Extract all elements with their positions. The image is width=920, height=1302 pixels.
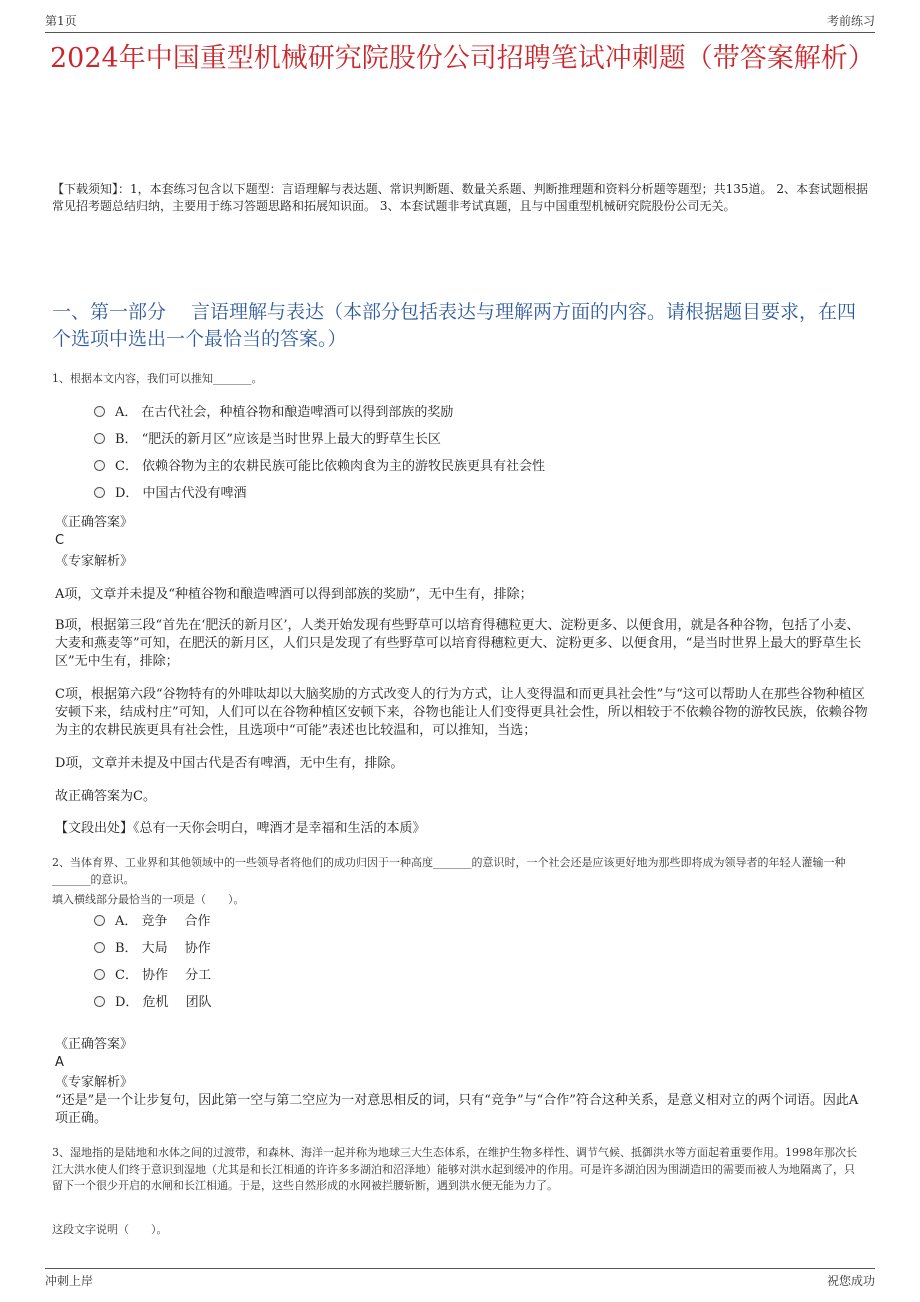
radio-icon[interactable] xyxy=(94,406,105,417)
option-d[interactable] xyxy=(94,485,246,503)
option-c[interactable] xyxy=(94,967,211,985)
radio-icon[interactable] xyxy=(94,942,105,953)
answer-label: 《正确答案》 xyxy=(55,515,134,530)
option-d[interactable] xyxy=(94,994,212,1012)
option-a[interactable] xyxy=(94,913,211,931)
option-c[interactable] xyxy=(94,458,545,476)
option-letter: A． xyxy=(115,405,138,420)
option-text: 危机 团队 xyxy=(142,995,212,1010)
option-letter: B． xyxy=(115,432,138,447)
header-divider xyxy=(45,32,875,33)
option-text: 在古代社会，种植谷物和酿造啤酒可以得到部族的奖励 xyxy=(141,405,454,420)
option-text: 竞争 合作 xyxy=(141,914,211,929)
option-letter: A． xyxy=(115,914,138,929)
option-text: “肥沃的新月区”应该是当时世界上最大的野草生长区 xyxy=(141,432,441,447)
option-letter: D． xyxy=(115,486,139,501)
option-b[interactable] xyxy=(94,431,441,449)
option-b[interactable] xyxy=(94,940,211,958)
question-stem: 3、湿地指的是陆地和水体之间的过渡带，和森林、海洋一起并称为地球三大生态体系，在维护生物多样性、调节气候、抵御洪水等方面起着重要作用。1998年那次长江大洪水使人们终于意识到湿地（尤其是和长江相通的许许多多湖泊和沼泽地）能够对洪水起到缓冲的作用。可是许多湖泊因为围湖造田的需要而被人为地隔离了，只留下一个很少开启的水闸和长江相通。于是，这些自然形成的水网被拦腰斩断，遇到洪水便无能为力了。 xyxy=(52,1146,857,1192)
download-notice: 【下载须知】：1，本套练习包含以下题型：言语理解与表达题、常识判断题、数量关系题、判断推理题和资料分析题等题型；共135道。 2、本套试题根据常见招考题总结归纳，主要用于练习答题思路和拓展知识面。 3、本套试题非考试真题，且与中国重型机械研究院股份公司无关。 xyxy=(52,182,868,213)
correct-answer: C xyxy=(55,533,65,548)
option-letter: C． xyxy=(115,968,138,983)
section-heading: 一、第一部分 言语理解与表达（本部分包括表达与理解两方面的内容。请根据题目要求，在四个选项中选出一个最恰当的答案。） xyxy=(52,301,857,350)
option-text: 依赖谷物为主的农耕民族可能比依赖肉食为主的游牧民族更具有社会性 xyxy=(141,459,545,474)
analysis-paragraph: D项，文章并未提及中国古代是否有啤酒，无中生有，排除。 xyxy=(55,756,404,771)
option-text: 协作 分工 xyxy=(141,968,212,983)
answer-label: 《正确答案》 xyxy=(55,1037,134,1052)
option-letter: D． xyxy=(115,995,139,1010)
option-text: 大局 协作 xyxy=(141,941,211,956)
question-prompt: 这段文字说明（ ）。 xyxy=(52,1223,168,1236)
header-label: 考前练习 xyxy=(826,14,875,28)
question-prompt: 填入横线部分最恰当的一项是（ ）。 xyxy=(52,893,245,906)
option-letter: C． xyxy=(115,459,138,474)
analysis-paragraph: “还是”是一个让步复句，因此第一空与第二空应为一对意思相反的词，只有“竞争”与“合作”符合这种关系，是意义相对立的两个词语。因此A项正确。 xyxy=(55,1093,859,1126)
page-header xyxy=(45,12,875,32)
radio-icon[interactable] xyxy=(94,433,105,444)
radio-icon[interactable] xyxy=(94,915,105,926)
correct-answer: A xyxy=(55,1055,64,1070)
radio-icon[interactable] xyxy=(94,487,105,498)
document-title: 2024年中国重型机械研究院股份公司招聘笔试冲刺题（带答案解析） xyxy=(50,43,875,74)
option-a[interactable] xyxy=(94,404,453,422)
analysis-conclusion: 故正确答案为C。 xyxy=(55,789,156,804)
analysis-paragraph: A项，文章并未提及“种植谷物和酿造啤酒可以得到部族的奖励”，无中生有，排除； xyxy=(55,587,533,602)
footer-divider xyxy=(45,1268,875,1269)
page-number: 第1页 xyxy=(45,14,77,28)
radio-icon[interactable] xyxy=(94,969,105,980)
analysis-label: 《专家解析》 xyxy=(55,554,134,569)
question-stem: 1、根据本文内容，我们可以推知_______。 xyxy=(52,372,263,385)
analysis-label: 《专家解析》 xyxy=(55,1075,134,1090)
option-letter: B． xyxy=(115,941,138,956)
radio-icon[interactable] xyxy=(94,460,105,471)
footer-left-text: 冲刺上岸 xyxy=(45,1274,94,1288)
question-stem: 2、当体育界、工业界和其他领域中的一些领导者将他们的成功归因于一种高度_______的意识时，一个社会还是应该更好地为那些即将成为领导者的年轻人灌输一种_______的意识。 xyxy=(52,856,846,886)
analysis-paragraph: C项，根据第六段“谷物特有的外啡呔却以大脑奖励的方式改变人的行为方式，让人变得温和而更具社会性”与“这可以帮助人在那些谷物种植区安顿下来，结成村庄”可知，人们可以在谷物种植区安顿下来，谷物也能让人们变得更具社会性，所以相较于不依赖谷物的游牧民族，依赖谷物为主的农耕民族更具有社会性，且选项中“可能”表述也比较温和，可以推知，当选； xyxy=(55,687,868,738)
source-citation: 【文段出处】《总有一天你会明白，啤酒才是幸福和生活的本质》 xyxy=(55,821,426,836)
analysis-paragraph: B项，根据第三段“首先在‘肥沃的新月区’，人类开始发现有些野草可以培育得穗粒更大、淀粉更多、以便食用，就是各种谷物，包括了小麦、大麦和燕麦等”可知，在肥沃的新月区，人们只是发现了有些野草可以培育得穗粒更大、淀粉更多、以便食用，“是当时世界上最大的野草生长区”无中生有，排除； xyxy=(55,618,862,669)
option-text: 中国古代没有啤酒 xyxy=(142,486,247,501)
footer-right-text: 祝您成功 xyxy=(826,1274,875,1288)
radio-icon[interactable] xyxy=(94,996,105,1007)
